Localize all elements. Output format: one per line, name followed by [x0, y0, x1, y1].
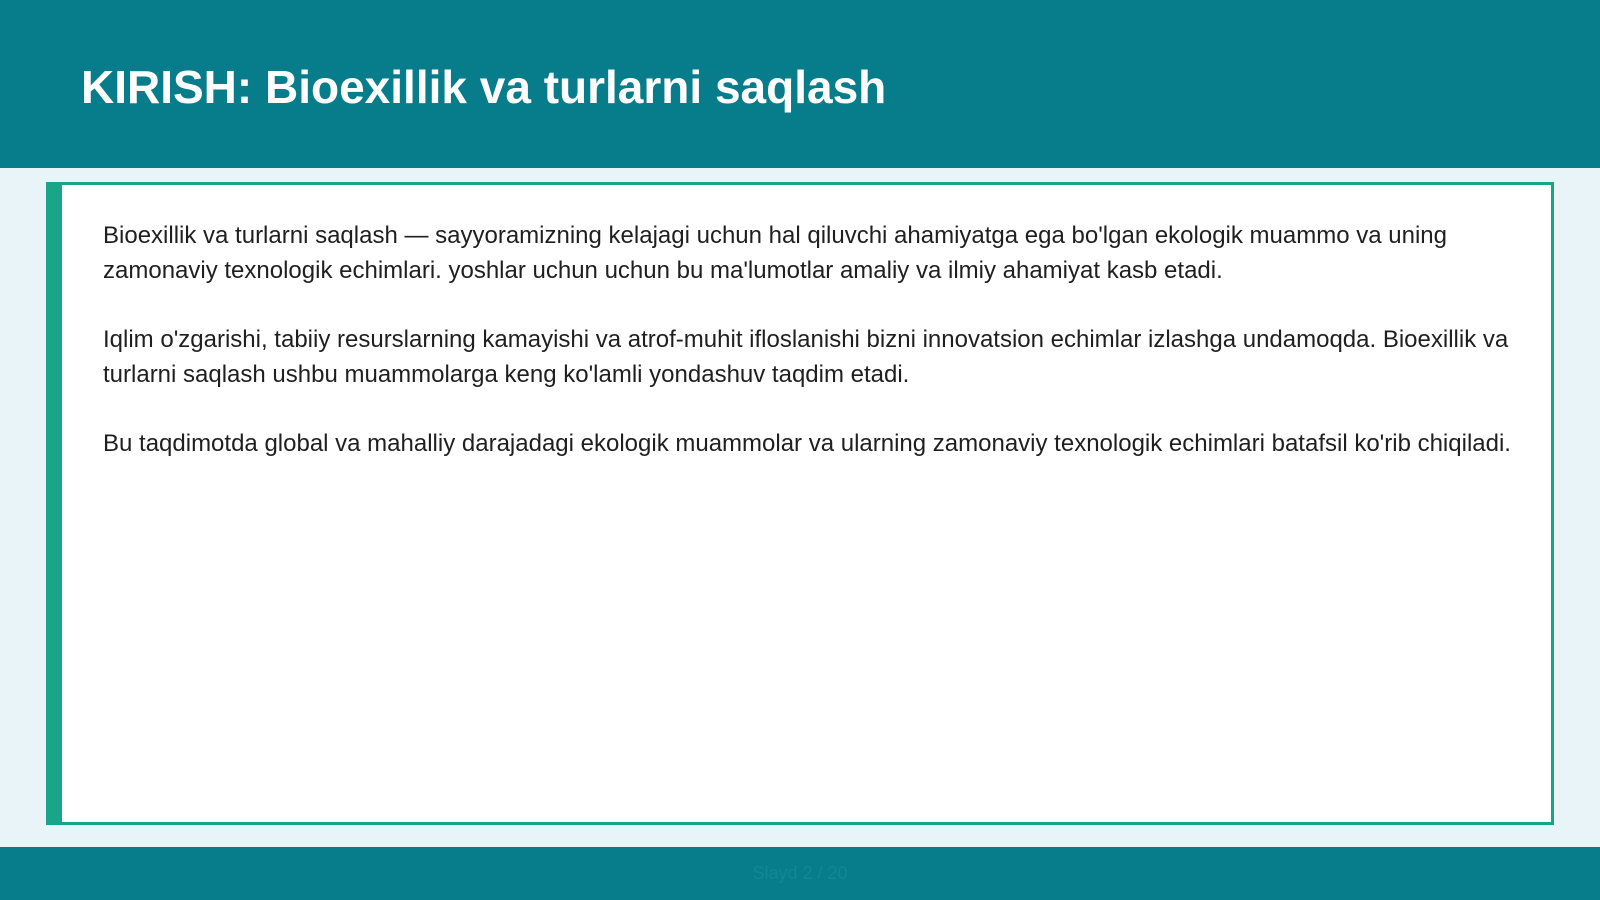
intro-paragraph-1: Bioexillik va turlarni saqlash — sayyoramizning kelajagi uchun hal qiluvchi ahamiyatga ega bo'lgan ekologik muammo va uning zamonaviy texnologik echimlari. yoshlar uchun uchun bu ma'lumotlar amaliy va ilmiy ahamiyat kasb etadi. [103, 222, 1447, 284]
intro-paragraph-3: Bu taqdimotda global va mahalliy darajadagi ekologik muammolar va ularning zamonaviy texnologik echimlari batafsil ko'rib chiqiladi. [103, 430, 1511, 457]
intro-paragraph-2: Iqlim o'zgarishi, tabiiy resurslarning kamayishi va atrof-muhit ifloslanishi bizni innovatsion echimlar izlashga undamoqda. Bioexillik va turlarni saqlash ushbu muammolarga keng ko'lamli yondashuv taqdim etadi. [103, 326, 1509, 388]
slide-header [0, 0, 1600, 168]
content-card [46, 182, 1554, 825]
slide-number: Slayd 2 / 20 [752, 863, 848, 883]
slide-footer [0, 847, 1600, 900]
slide-title: KIRISH: Bioexillik va turlarni saqlash [81, 61, 887, 113]
